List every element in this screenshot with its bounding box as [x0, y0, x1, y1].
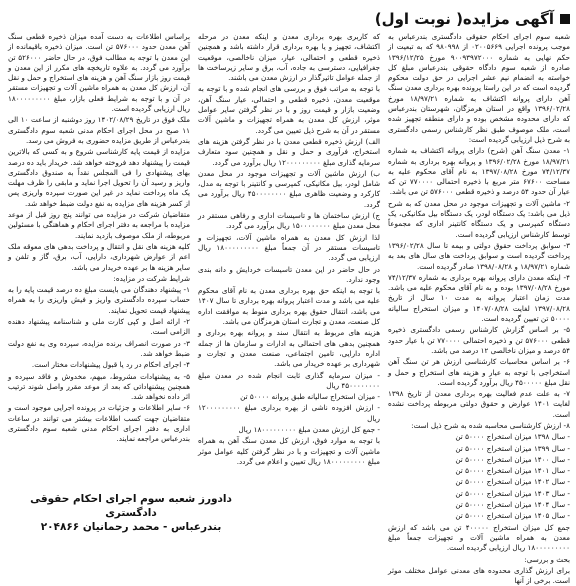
paragraph: ۲- ماشین آلات و تجهیزات موجود در محل معدن که به شرح ذیل می باشد: یک دستگاه لودر، یک دستگاه بیل مکانیکی، یک دستگاه کمپرسی و یک دستگاه کانتینر اداری که مجموعاً توسط کارشناس ارزیابی گردیده است.	[388, 198, 570, 239]
paragraph: کلیه هزینه های نقل و انتقال و پرداخت بدهی های معوقه ملک اعم از عوارض شهرداری، دارایی، آب، برق، گاز و تلفن و سایر هزینه ها بر عهده خریدار می باشد.	[8, 241, 190, 272]
paragraph: - سال ۱۳۹۸ میزان استخراج ۵۰۰۰۰ تن	[455, 432, 570, 442]
paragraph: ۴- اجرای احکام در رد یا قبول پیشنهادات مختار است.	[31, 360, 190, 370]
signature-block	[16, 492, 246, 534]
paragraph: - سال ۱۴۰۵ میزان استخراج ۵۰۰۰۰ تن	[455, 511, 570, 521]
paragraph: ۷- به علت عدم فعالیت بهره برداری معدن از تاریخ ۱۳۹۸ لغایت ۱۴۰۱ عوارض و حقوق دولتی مربوطه پرداخت نشده است.	[388, 389, 570, 419]
paragraph: - سال ۱۴۰۲ میزان استخراج ۵۰۰۰۰ تن	[455, 477, 570, 487]
signature-line-2: بندرعباس - محمد رحمانیان ۲۰۴۸۶۶	[40, 521, 222, 533]
paragraph: بحث و بررسی:	[524, 554, 570, 564]
paragraph: - سال ۱۴۰۴ میزان استخراج ۵۰۰۰۰ تن	[455, 500, 570, 510]
paragraph: در حال حاضر در این معدن تاسیسات خردایش و دانه بندی وجود ندارد.	[198, 264, 380, 284]
paragraph: ۸- ارزش کارشناسی محاسبه شده به شرح ذیل است:	[411, 420, 570, 430]
paragraph: - سال ۱۴۰۳ میزان استخراج ۵۰۰۰۰ تن	[455, 488, 570, 498]
paragraph: - سال ۱۴۰۰ میزان استخراج ۵۰۰۰۰ تن	[455, 454, 570, 464]
paragraph: ۳- در صورت انصراف برنده مزایده، سپرده وی به نفع دولت ضبط خواهد شد.	[8, 338, 190, 358]
paragraph: ۳- سوابق پرداخت حقوق دولتی و بیمه تا سال ۱۳۹۶/۰۲/۲۸ پرداخت گردیده است و سوابق پرداخت های سال های بعد به شماره ۱۸/۹۷/۲۱ و ۱۳۹۸/۰۸/۲۸ صادر گردیده است.	[388, 240, 570, 271]
signature-line-1: دادورز شعبه سوم اجرای احکام حقوقی دادگستری	[30, 493, 232, 519]
paragraph: ۶- بر اساس محاسبات کارشناسی ارزش هر تن سنگ آهن استخراجی با توجه به عیار و هزینه های استخراج و حمل و نقل مبلغ ۴۵۰۰۰۰۰ ریال برآورد گردیده است.	[388, 357, 570, 387]
paragraph: الف) ارزش ذخیره قطعی معدن با در نظر گرفتن هزینه های استخراج، فرآوری و حمل و نقل و همچنین سود متعارف سرمایه گذاری مبلغ ۱۲۰۰۰۰۰۰۰۰۰ ریال برآورد می گردد.	[198, 136, 380, 167]
paragraph: متقاضیان شرکت در مزایده می توانند پنج روز قبل از موعد مزایده با مراجعه به دفتر اجرای احکام و هماهنگی با مسئولین مربوطه، از ملک موصوف بازدید نمایند.	[8, 210, 190, 240]
paragraph: شرایط شرکت در مزایده:	[113, 273, 190, 283]
paragraph: - سال ۱۳۹۹ میزان استخراج ۵۰۰۰۰ تن	[455, 443, 570, 453]
paragraph: با توجه به موارد فوق، ارزش کل معدن سنگ آهن به همراه ماشین آلات و تجهیزات و با در نظر گرفتن کلیه عوامل موثر مبلغ ۱۸۰۰۰۰۰۰۰۰۰ ریال تعیین و اعلام می گردد.	[198, 436, 380, 466]
paragraph: با توجه به مراتب فوق و بررسی های انجام شده و با توجه به موقعیت معدن، ذخیره قطعی و احتمالی، عیار سنگ آهن، وضعیت بازار و قیمت روز و با در نظر گرفتن سایر عوامل موثر، ارزش کل معدن به همراه تجهیزات و ماشین آلات مستقر در آن به شرح ذیل تعیین می گردد.	[198, 84, 380, 135]
paragraph: ج) ارزش ساختمان ها و تاسیسات اداری و رفاهی مستقر در محل معدن مبلغ ۱۵۰۰۰۰۰۰۰۰ ریال برآورد می گردد.	[198, 211, 380, 231]
paragraph: جمع کل میزان استخراج ۴۰۰۰۰۰ تن می باشد که ارزش معدن به همراه ماشین آلات و تجهیزات جمعاً مبلغ ۱۸۰۰۰۰۰۰۰۰۰ ریال ارزیابی گردیده است.	[388, 522, 570, 553]
paragraph: - جمع کل ارزش معدن مبلغ ۱۸۰۰۰۰۰۰۰۰۰ ریال	[238, 424, 380, 434]
paragraph: مزایده از قیمت پایه کارشناسی شروع و به کسی که بالاترین قیمت را پیشنهاد دهد فروخته خواهد شد. خریدار باید ده درصد بهای پیشنهادی را فی المجلس نقداً به صندوق دادگستری واریز و رسید آن را تحویل اجرا نماید و مابقی را ظرف مهلت یک ماه پرداخت نماید در غیر این صورت سپرده واریزی پس از کسر هزینه های مزایده به نفع دولت ضبط خواهد شد.	[8, 147, 190, 208]
notice-header	[375, 8, 570, 30]
paragraph: - سال ۱۴۰۱ میزان استخراج ۵۰۰۰۰ تن	[455, 466, 570, 476]
column-right	[388, 32, 570, 586]
notice-title: آگهی مزایده( نوبت اول)	[374, 10, 554, 28]
column-middle	[198, 32, 381, 466]
paragraph: لذا ارزش کل معدن به همراه ماشین آلات، تجهیزات و تاسیسات مستقر در آن جمعاً مبلغ ۱۸۰۰۰۰۰۰۰۰۰ ریال ارزیابی می گردد.	[198, 232, 380, 263]
paragraph: با توجه به اینکه حق بهره برداری معدن به نام آقای محکوم علیه می باشد و مدت اعتبار پروانه بهره برداری تا سال ۱۴۰۷ می باشد، انتقال حقوق بهره برداری منوط به موافقت اداره کل صنعت، معدن و تجارت استان هرمزگان می باشد.	[198, 286, 380, 327]
paragraph: - میزان سرمایه گذاری ثابت انجام شده در معدن مبلغ ۴۵۰۰۰۰۰۰۰۰ ریال	[198, 370, 380, 390]
paragraph: - ارزش افزوده ناشی از بهره برداری مبلغ ۱۲۰۰۰۰۰۰۰۰۰ ریال	[198, 403, 380, 423]
column-left	[8, 32, 190, 462]
paragraph: ب) ارزش ماشین آلات و تجهیزات موجود در محل معدن شامل لودر، بیل مکانیکی، کمپرسی و کانتینر با توجه به مدل، کارکرد و وضعیت ظاهری مبلغ ۴۵۰۰۰۰۰۰۰۰ ریال برآورد می گردد.	[198, 168, 381, 209]
paragraph: ملک فوق در تاریخ ۱۴۰۲/۰۸/۲۹ روز دوشنبه از ساعت ۱۰ الی ۱۱ صبح در محل اجرای احکام مدنی شعبه سوم دادگستری بندرعباس از طریق مزایده حضوری به فروش می رسد.	[8, 115, 190, 145]
paragraph: هزینه های مربوط به انتقال سند و پروانه بهره برداری و همچنین بدهی های احتمالی به ادارات و سازمان ها از جمله اداره دارایی، تامین اجتماعی، صنعت معدن و تجارت و شهرداری بر عهده خریدار می باشد.	[198, 328, 380, 369]
paragraph: ۵- به پیشنهادات مشروط، مبهم، مخدوش و فاقد سپرده و همچنین پیشنهاداتی که بعد از موعد مقرر واصل شوند ترتیب اثر داده نخواهد شد.	[8, 371, 190, 402]
paragraph: ۱- معدن سنگ آهن (شرح) دارای پروانه اکتشاف به شماره ۱۸/۹۷/۲۱ مورخ ۱۳۹۶/۰۲/۲۸ و پروانه بهره برداری به شماره ۷۴/۱۲/۳۷ مورخ ۱۳۹۷/۰۸/۲۸ به نام آقای محکوم علیه به مساحت ۶۷۶۰۰ متر مربع با ذخیره احتمالی ۷۷۰۰۰۰ تن که عیار آن حدود ۵۴ درصد و ذخیره قطعی ۵۷۶۰۰۰ تن می باشد.	[388, 146, 570, 197]
paragraph: ۱- پیشنهاد دهندگان می بایست مبلغ ده درصد قیمت پایه را به حساب سپرده دادگستری واریز و فیش واریزی را به همراه پیشنهاد قیمت تحویل نمایند.	[8, 285, 190, 315]
paragraph: شعبه سوم اجرای احکام حقوقی دادگستری بندرعباس به موجب پرونده اجرایی ۰۲۰۰۵۶۶۹ از ۹۸۰۹۹۸ که به تبعیت از حکم نهایی به شماره ۹۰۰۹۳۹۷۲۰۰۰ مورخ ۱۳۹۶/۱۲/۲۵ صادره از شعبه سوم دادگاه حقوقی بندرعباس مبلغ کل خواسته به انضمام نیم عشر اجرایی در حق دولت محکوم گردیده است که در این راستا پرونده بهره برداری معدن سنگ آهن دارای پروانه اکتشاف به شماره ۱۸/۹۷/۲۱ مورخ ۱۳۹۶/۰۲/۲۸ واقع در استان هرمزگان، شهرستان بندرعباس که دارای محدوده مشخص بوده و دارای منطقه تجهیز شده است، ملک موصوف طبق نظر کارشناس رسمی دادگستری به شرح ذیل ارزیابی گردیده است:	[388, 32, 570, 144]
square-bullet-icon	[560, 14, 570, 24]
paragraph: ۵- بر اساس گزارش کارشناس رسمی دادگستری ذخیره قطعی ۵۷۶۰۰۰ تن و ذخیره احتمالی ۷۷۰۰۰۰ تن با عیار حدود ۵۴ درصد و میزان ناخالصی ۱۲ درصد می باشد.	[388, 325, 570, 355]
paragraph: براساس اطلاعات به دست آمده میزان ذخیره قطعی سنگ آهن معدن حدود ۵۷۶۰۰۰ تن است. میزان ذخیره باقیمانده از این معدن با توجه به مطالب فوق، در حال حاضر ۵۲۶۰۰۰ تن برآورد می گردد. به علاوه تاریخچه های مکرر از این معدن و قیمت روز بازار سنگ آهن و هزینه های استخراج و حمل و نقل آن، ارزش کل معدن به همراه ماشین آلات و تجهیزات مستقر در آن و با توجه به شرایط فعلی بازار، مبلغ ۱۸۰۰۰۰۰۰۰۰۰ ریال ارزیابی گردیده است.	[7, 32, 190, 114]
paragraph: - میزان استخراج سالیانه طبق پروانه ۵۰۰۰۰ تن	[240, 392, 380, 402]
paragraph: ۴- اینکه معدن دارای پروانه بهره برداری به شماره ۷۴/۱۲/۳۷ مورخ ۱۳۹۷/۰۸/۲۸ بوده و به نام آقای محکوم علیه می باشد. مدت زمان اعتبار پروانه به مدت ۱۰ سال از تاریخ ۱۳۹۷/۰۸/۲۸ لغایت ۱۴۰۷/۰۸/۲۸ و میزان استخراج سالیانه ۵۰۰۰۰ تن تعیین گردیده است.	[388, 272, 570, 324]
paragraph: برای ارزش گذاری محدوده های معدنی عوامل مختلف موثر است. برخی از آنها	[388, 565, 570, 586]
paragraph: که کاربری بهره برداری معدن و اینکه معدن در مرحله اکتشاف، تجهیز و یا بهره برداری قرار داشته باشد و همچنین ذخیره قطعی و احتمالی، عیار، میزان ناخالصی، موقعیت جغرافیایی، دسترسی به جاده، آب، برق و سایر زیرساخت ها از جمله عوامل تاثیرگذار در ارزش معدن می باشند.	[198, 32, 380, 83]
paragraph: ۲- ارائه اصل و کپی کارت ملی و شناسنامه پیشنهاد دهنده الزامی است.	[8, 317, 190, 337]
paragraph: ۶- سایر اطلاعات و جزئیات در پرونده اجرایی موجود است و متقاضیان جهت کسب اطلاعات بیشتر می توانند در ساعات اداری به دفتر اجرای احکام مدنی شعبه سوم دادگستری بندرعباس مراجعه نمایند.	[8, 403, 190, 444]
